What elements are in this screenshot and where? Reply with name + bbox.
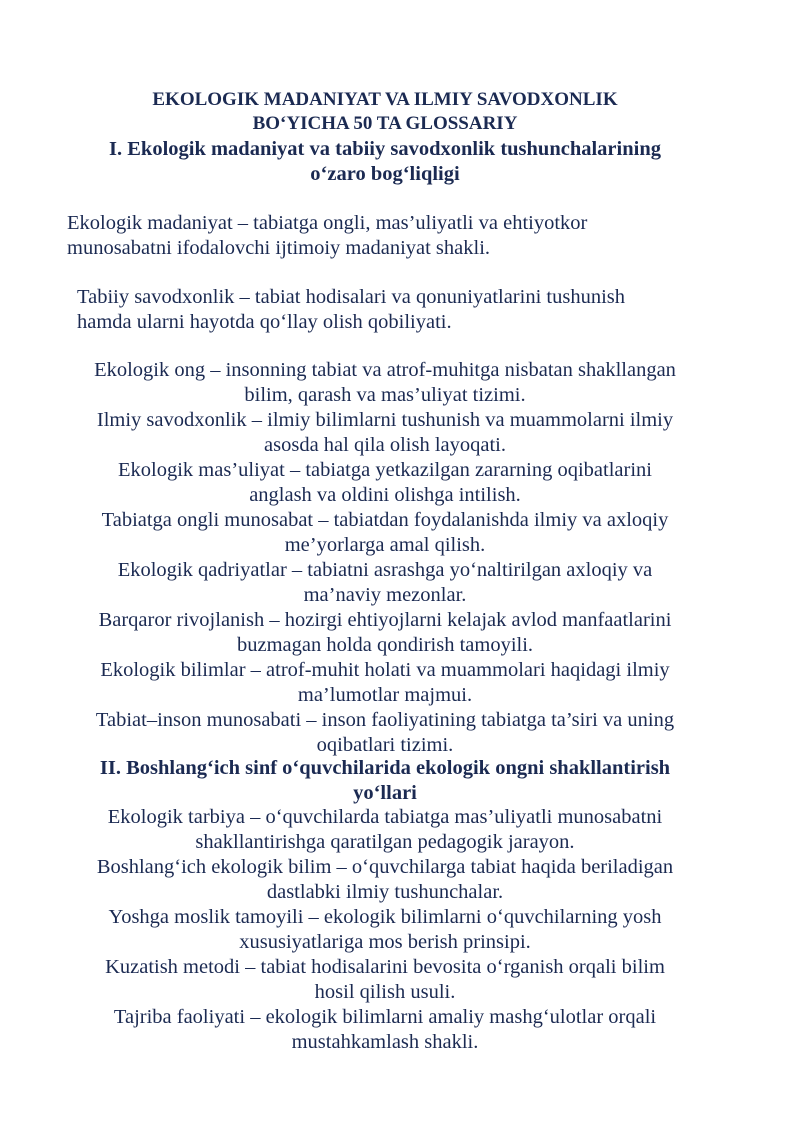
glossary-entry-line: buzmagan holda qondirish tamoyili. xyxy=(236,634,534,656)
glossary-entry-line: Boshlang‘ich ekologik bilim – o‘quvchilarga tabiat haqida beriladigan xyxy=(96,856,674,878)
glossary-entry-line: Ekologik bilimlar – atrof-muhit holati va muammolari haqidagi ilmiy xyxy=(100,659,670,681)
glossary-entries-section-2 xyxy=(0,805,770,1055)
section-2-heading-line-2: yo‘llari xyxy=(353,782,417,804)
paragraph-line: hamda ularni hayotda qo‘llay olish qobiliyati. xyxy=(77,311,452,333)
glossary-entry-line: Ekologik mas’uliyat – tabiatga yetkazilgan zararning oqibatlarini xyxy=(118,459,652,481)
glossary-entry-line: Yoshga moslik tamoyili – ekologik bilimlarni o‘quvchilarning yosh xyxy=(108,906,662,928)
glossary-entry-line: Ilmiy savodxonlik – ilmiy bilimlarni tushunish va muammolarni ilmiy xyxy=(96,409,674,431)
section-2-heading xyxy=(0,756,770,806)
paragraph-line: Tabiiy savodxonlik – tabiat hodisalari va qonuniyatlarini tushunish xyxy=(77,286,625,308)
glossary-entries-section-1 xyxy=(0,358,770,758)
glossary-entry-line: oqibatlari tizimi. xyxy=(316,734,454,756)
glossary-entry-line: ma’naviy mezonlar. xyxy=(303,584,467,606)
glossary-entry-line: Ekologik ong – insonning tabiat va atrof-muhitga nisbatan shakllangan xyxy=(94,359,676,381)
paragraph-line: munosabatni ifodalovchi ijtimoiy madaniyat shakli. xyxy=(67,237,491,259)
glossary-entry-line: Tajriba faoliyati – ekologik bilimlarni amaliy mashg‘ulotlar orqali xyxy=(113,1006,657,1028)
glossary-entry-line: Ekologik qadriyatlar – tabiatni asrashga yo‘naltirilgan axloqiy va xyxy=(117,559,653,581)
glossary-entry-line: ma’lumotlar majmui. xyxy=(297,684,473,706)
glossary-entry-line: Barqaror rivojlanish – hozirgi ehtiyojlarni kelajak avlod manfaatlarini xyxy=(98,609,672,631)
glossary-entry-line: Tabiatga ongli munosabat – tabiatdan foydalanishda ilmiy va axloqiy xyxy=(101,509,669,531)
glossary-entry-line: hosil qilish usuli. xyxy=(314,981,456,1003)
glossary-entry-line: dastlabki ilmiy tushunchalar. xyxy=(266,881,504,903)
title-line-2: BO‘YICHA 50 TA GLOSSARIY xyxy=(252,113,518,134)
glossary-entry-line: me’yorlarga amal qilish. xyxy=(284,534,486,556)
section-1-heading-line-2: o‘zaro bog‘liqligi xyxy=(310,163,460,185)
glossary-entry-line: Tabiat–inson munosabati – inson faoliyatining tabiatga ta’siri va uning xyxy=(95,709,675,731)
glossary-entry-line: xususiyatlariga mos berish prinsipi. xyxy=(239,931,531,953)
glossary-paragraph-1 xyxy=(67,211,587,261)
glossary-entry-line: mustahkamlash shakli. xyxy=(291,1031,479,1053)
glossary-entry-line: asosda hal qila olish layoqati. xyxy=(264,434,506,456)
glossary-entry-line: shakllantirishga qaratilgan pedagogik jarayon. xyxy=(195,831,575,853)
document-title xyxy=(0,88,770,136)
section-1-heading xyxy=(0,137,770,187)
glossary-entry-line: bilim, qarash va mas’uliyat tizimi. xyxy=(244,384,526,406)
glossary-entry-line: anglash va oldini olishga intilish. xyxy=(249,484,521,506)
section-2-heading-line-1: II. Boshlang‘ich sinf o‘quvchilarida ekologik ongni shakllantirish xyxy=(99,757,671,779)
glossary-paragraph-2 xyxy=(77,285,625,335)
glossary-entry-line: Ekologik tarbiya – o‘quvchilarda tabiatga mas’uliyatli munosabatni xyxy=(107,806,663,828)
section-1-heading-line-1: I. Ekologik madaniyat va tabiiy savodxonlik tushunchalarining xyxy=(109,138,661,160)
title-line-1: EKOLOGIK MADANIYAT VA ILMIY SAVODXONLIK xyxy=(152,89,618,110)
glossary-entry-line: Kuzatish metodi – tabiat hodisalarini bevosita o‘rganish orqali bilim xyxy=(105,956,665,978)
paragraph-line: Ekologik madaniyat – tabiatga ongli, mas’uliyatli va ehtiyotkor xyxy=(67,212,588,234)
